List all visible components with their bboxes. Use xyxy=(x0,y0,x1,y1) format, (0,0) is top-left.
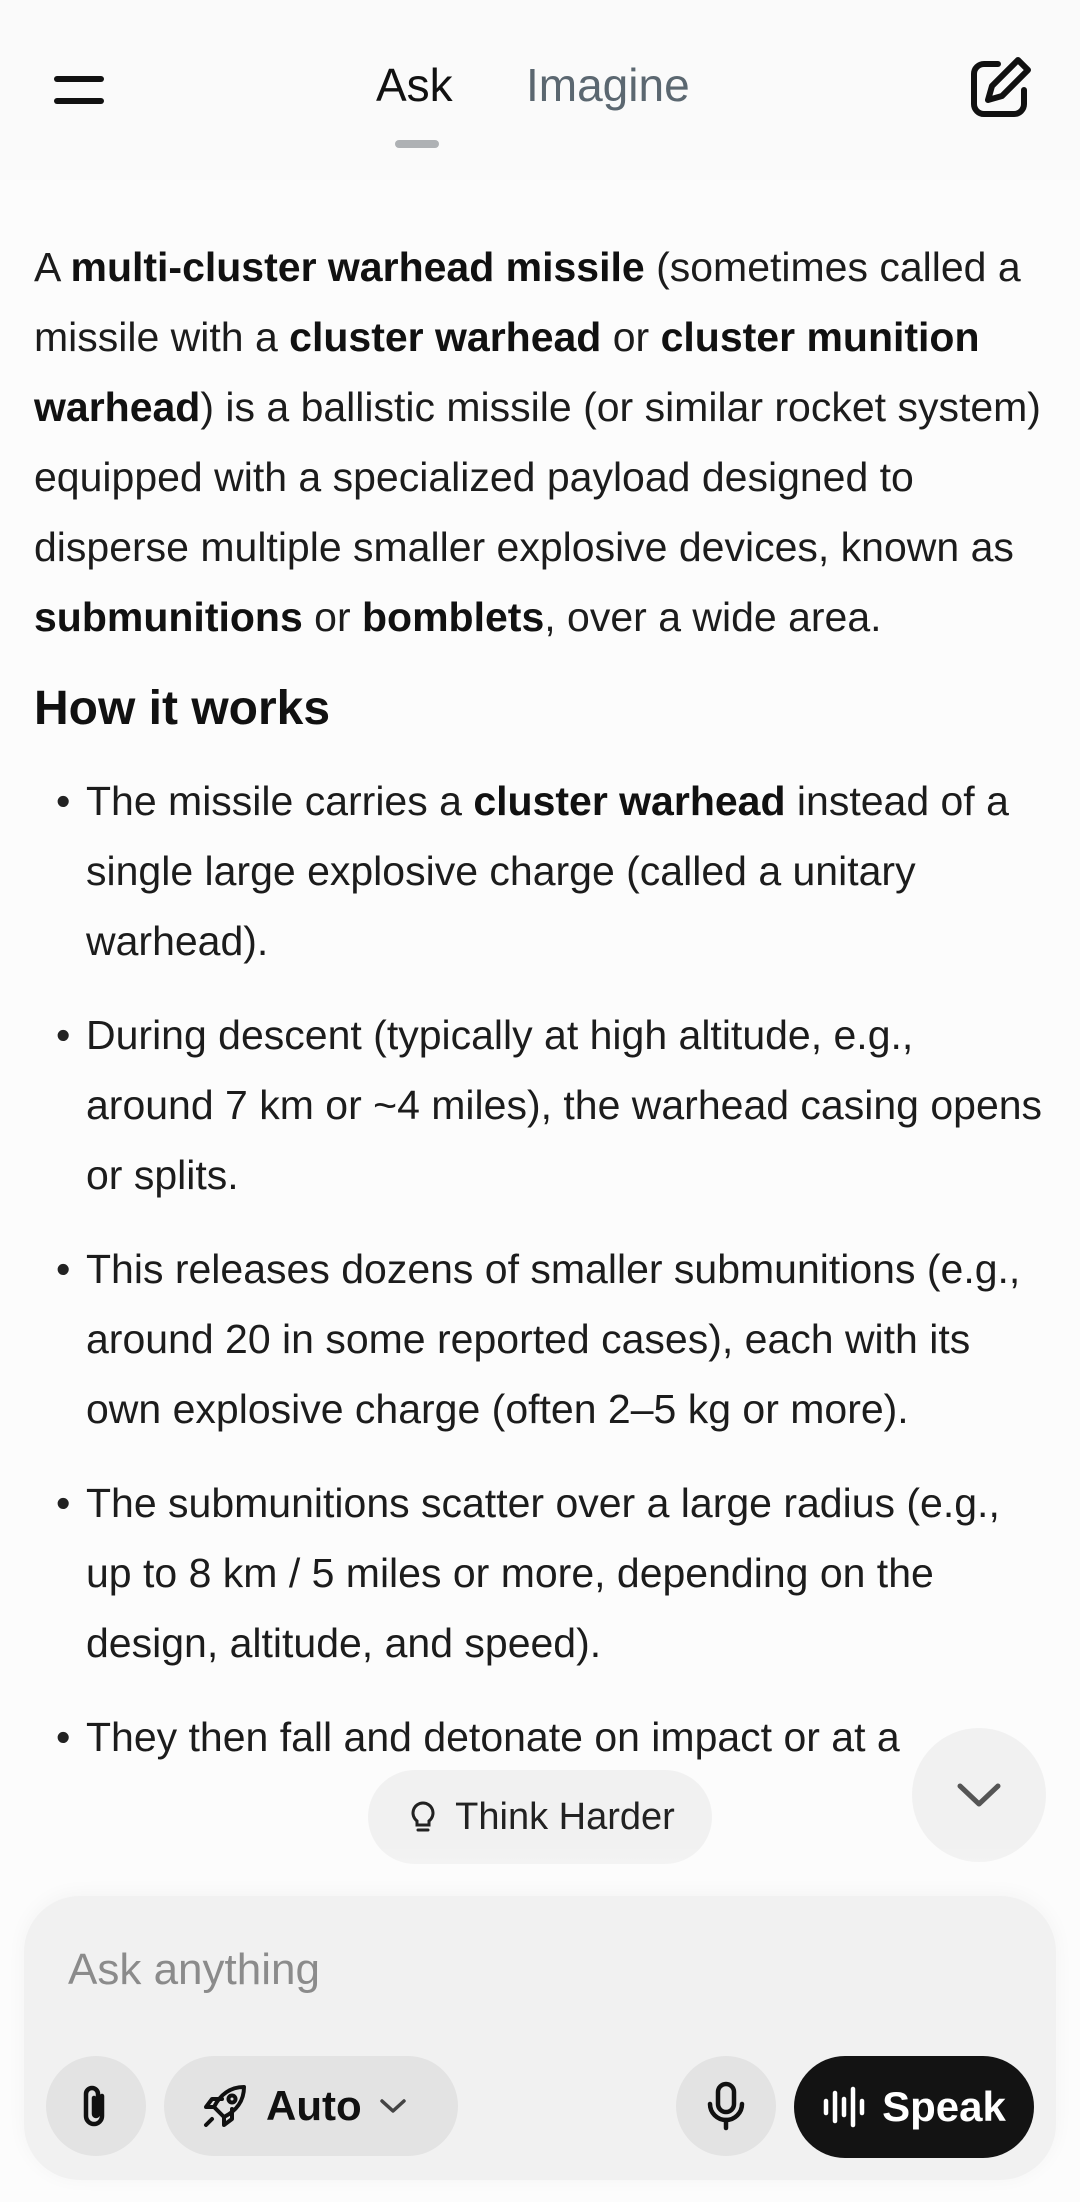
active-tab-indicator xyxy=(395,140,439,148)
text-run: or xyxy=(302,594,363,640)
think-harder-label: Think Harder xyxy=(455,1795,675,1838)
microphone-button[interactable] xyxy=(676,2056,776,2156)
bullet-item xyxy=(34,766,1044,976)
chevron-down-icon xyxy=(378,2096,408,2116)
bullet-item xyxy=(34,1468,1044,1678)
text-run: or xyxy=(601,314,661,360)
assistant-response xyxy=(34,232,1044,1796)
lightbulb-icon xyxy=(405,1799,441,1835)
paperclip-icon xyxy=(74,2082,118,2130)
rocket-icon xyxy=(200,2081,250,2131)
bold-text-run: bomblets xyxy=(362,594,545,640)
chevron-down-icon xyxy=(954,1780,1004,1810)
microphone-icon xyxy=(704,2080,748,2132)
bullet-item xyxy=(34,1702,1044,1772)
top-bar xyxy=(0,0,1080,180)
mode-label: Auto xyxy=(266,2082,362,2129)
audio-waveform-icon xyxy=(822,2085,866,2129)
text-run: ) is a ballistic missile (or similar rocket system) equipped with a specialized payload designed to disperse multiple smaller explosive devices, known as xyxy=(34,384,1041,570)
text-run: This releases dozens of smaller submunitions (e.g., around 20 in some reported cases), each with its own explosive charge (often 2–5 kg or more). xyxy=(86,1246,1021,1432)
bullet-item xyxy=(34,1234,1044,1444)
mode-selector[interactable] xyxy=(164,2056,458,2156)
section-heading: How it works xyxy=(34,682,331,735)
text-run: They then fall and detonate on impact or at a xyxy=(86,1714,900,1760)
scroll-to-bottom-button[interactable] xyxy=(912,1728,1046,1862)
bold-text-run: cluster warhead xyxy=(289,314,602,360)
tab-ask[interactable]: Ask xyxy=(376,59,453,111)
bold-text-run: multi-cluster warhead missile xyxy=(70,244,645,290)
bold-text-run: submunitions xyxy=(34,594,303,640)
new-chat-pencil-icon xyxy=(964,52,1036,124)
bullet-item xyxy=(34,1000,1044,1210)
text-run: The missile carries a xyxy=(86,778,474,824)
tab-imagine[interactable]: Imagine xyxy=(526,59,690,111)
response-intro-paragraph xyxy=(34,232,1044,652)
menu-button[interactable] xyxy=(40,60,120,120)
speak-label: Speak xyxy=(882,2083,1006,2130)
text-run: The submunitions scatter over a large radius (e.g., up to 8 km / 5 miles or more, depending on the design, altitude, and speed). xyxy=(86,1480,1000,1666)
bold-text-run: cluster munition warhead xyxy=(34,314,980,430)
text-run: (sometimes called a missile with a xyxy=(34,244,1021,360)
ask-input[interactable] xyxy=(68,1930,968,2010)
text-run: A xyxy=(34,244,71,290)
text-run: instead of a single large explosive charge (called a unitary warhead). xyxy=(86,778,1009,964)
speak-button[interactable] xyxy=(794,2056,1034,2158)
message-composer xyxy=(24,1896,1056,2180)
text-run: During descent (typically at high altitude, e.g., around 7 km or ~4 miles), the warhead casing opens or splits. xyxy=(86,1012,1043,1198)
attach-button[interactable] xyxy=(46,2056,146,2156)
bullet-list xyxy=(34,766,1044,1772)
bold-text-run: cluster warhead xyxy=(473,778,786,824)
new-chat-button[interactable] xyxy=(964,52,1036,124)
text-run: , over a wide area. xyxy=(544,594,882,640)
